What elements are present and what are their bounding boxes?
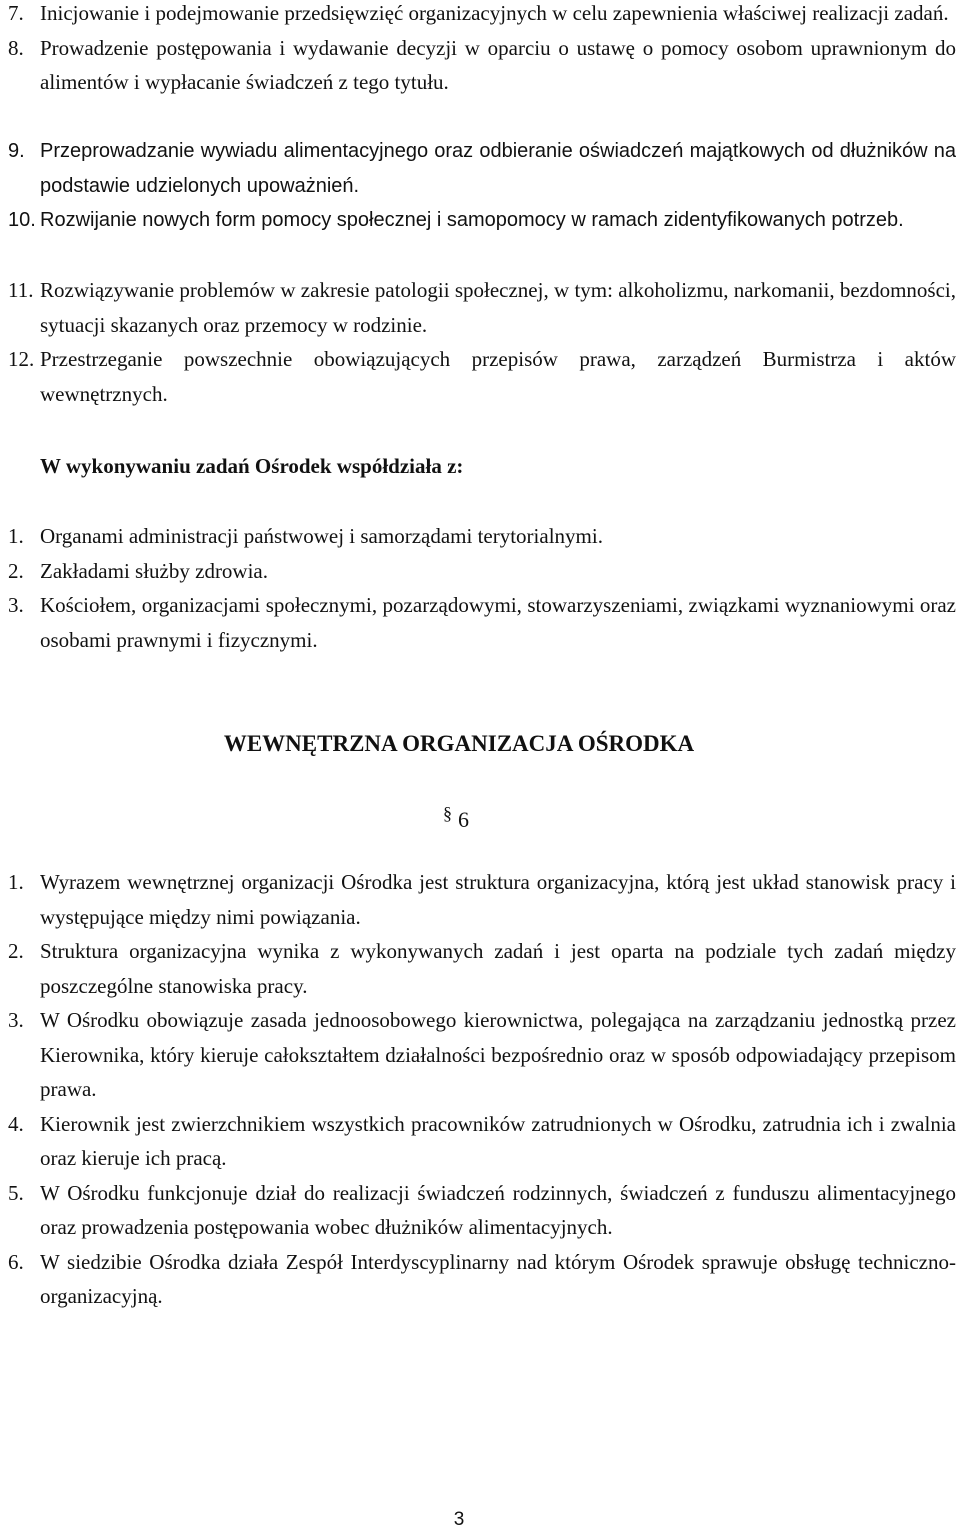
list-item-number: 3. [8, 593, 24, 617]
list-item-number: 8. [8, 35, 24, 60]
list-item-text: Prowadzenie postępowania i wydawanie decyzji w oparciu o ustawę o pomocy osobom uprawnionym do alimentów i wypłacanie świadczeń z tego tytułu. [40, 35, 956, 94]
list-item-text: Przeprowadzanie wywiadu alimentacyjnego oraz odbieranie oświadczeń majątkowych od dłużników na podstawie udzielonych upoważnień. [40, 140, 956, 197]
list-item-number: 12. [8, 347, 35, 371]
list-item [8, 31, 956, 100]
list-item-text: Rozwijanie nowych form pomocy społecznej i samopomocy w ramach zidentyfikowanych potrzeb. [40, 209, 904, 231]
list-item [8, 1245, 956, 1314]
list-item-text: Inicjowanie i podejmowanie przedsięwzięć organizacyjnych w celu zapewnienia właściwej realizacji zadań. [40, 1, 949, 25]
paragraph-mark [443, 798, 469, 835]
tasks-list-sans [8, 134, 956, 238]
list-item [8, 554, 956, 589]
list-item [8, 865, 956, 934]
section-title-text: WEWNĘTRZNA ORGANIZACJA OŚRODKA [223, 731, 695, 756]
list-item [8, 934, 956, 1003]
list-item [8, 519, 956, 554]
list-item-number: 1. [8, 870, 24, 894]
list-item [8, 1176, 956, 1245]
list-item-number: 7. [8, 1, 24, 25]
list-item-text: Organami administracji państwowej i samorządami terytorialnymi. [40, 524, 603, 548]
organization-list [8, 865, 956, 1314]
list-item-number: 3. [8, 1008, 24, 1032]
list-item-number: 10. [8, 209, 36, 231]
list-item-number: 2. [8, 558, 24, 583]
tasks-list-continued [8, 273, 956, 411]
list-item [8, 0, 956, 31]
list-item-number: 11. [8, 278, 34, 302]
paragraph-number: 6 [458, 807, 469, 832]
list-item-text: W Ośrodku obowiązuje zasada jednoosobowego kierownictwa, polegająca na zarządzaniu jednostką przez Kierownika, który kieruje całokształtem działalności bezpośrednio oraz w sposób odpowiadający przepisom prawa. [40, 1008, 956, 1101]
list-item [8, 342, 956, 411]
cooperation-list [8, 519, 956, 657]
list-item-text: Rozwiązywanie problemów w zakresie patologii społecznej, w tym: alkoholizmu, narkomanii, bezdomności, sytuacji skazanych oraz przemocy w rodzinie. [40, 278, 956, 337]
list-item [8, 203, 956, 238]
list-item-number: 6. [8, 1249, 24, 1274]
list-item-text: Zakładami służby zdrowia. [40, 558, 269, 583]
list-item-number: 4. [8, 1111, 24, 1136]
list-item-number: 2. [8, 939, 24, 963]
cooperation-heading: W wykonywaniu zadań Ośrodek współdziała z: [40, 454, 464, 478]
list-item-text: Wyrazem wewnętrznej organizacji Ośrodka jest struktura organizacyjna, którą jest układ stanowisk pracy i występujące między nimi powiązania. [40, 870, 956, 929]
page-number: 3 [453, 1509, 465, 1530]
list-item-text: W siedzibie Ośrodka działa Zespół Interdyscyplinarny nad którym Ośrodek sprawuje obsługę techniczno-organizacyjną. [40, 1249, 956, 1308]
list-item [8, 134, 956, 203]
list-item [8, 273, 956, 342]
list-item-text: W Ośrodku funkcjonuje dział do realizacji świadczeń rodzinnych, świadczeń z funduszu alimentacyjnego oraz prowadzenia postępowania wobec dłużników alimentacyjnych. [40, 1180, 956, 1239]
list-item [8, 1003, 956, 1107]
section-title [0, 729, 918, 759]
list-item-number: 1. [8, 524, 24, 548]
list-item [8, 588, 956, 657]
list-item-number: 9. [8, 140, 25, 162]
list-item-text: Kierownik jest zwierzchnikiem wszystkich pracowników zatrudnionych w Ośrodku, zatrudnia ich i zwalnia oraz kieruje ich pracą. [40, 1111, 956, 1170]
paragraph-sign-icon: § [443, 803, 452, 823]
list-item-number: 5. [8, 1180, 24, 1205]
list-item-text: Przestrzeganie powszechnie obowiązujących przepisów prawa, zarządzeń Burmistrza i aktów wewnętrznych. [40, 347, 956, 406]
list-item-text: Struktura organizacyjna wynika z wykonywanych zadań i jest oparta na podziale tych zadań między poszczególne stanowiska pracy. [40, 939, 956, 998]
list-item [8, 1107, 956, 1176]
tasks-list [8, 0, 956, 100]
list-item-text: Kościołem, organizacjami społecznymi, pozarządowymi, stowarzyszeniami, związkami wyznaniowymi oraz osobami prawnymi i fizycznymi. [40, 593, 956, 652]
